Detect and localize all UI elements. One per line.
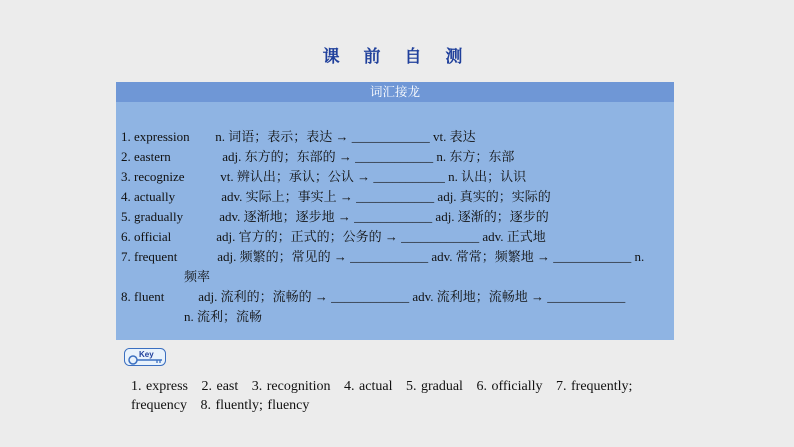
row-word: actually: [134, 189, 176, 204]
row-number: 6.: [121, 229, 131, 244]
answer-4: 4. actual: [344, 379, 393, 394]
row-word: frequent: [134, 249, 178, 264]
row-word: expression: [134, 129, 190, 144]
row-word: recognize: [134, 169, 185, 184]
row-number: 4.: [121, 189, 131, 204]
row-definition: adv. 逐渐地；逐步地 → ____________ adj. 逐渐的；逐步的: [219, 209, 549, 224]
row-word: gradually: [134, 209, 184, 224]
answer-7: 7. frequently; frequency: [131, 379, 633, 413]
panel-header: 词汇接龙: [116, 82, 674, 102]
key-label: Key: [139, 350, 154, 359]
row-number: 1.: [121, 129, 131, 144]
row-definition: adj. 官方的；正式的；公务的 → ____________ adv. 正式地: [216, 229, 546, 244]
row-definition: adv. 实际上；事实上 → ____________ adj. 真实的；实际的: [221, 189, 551, 204]
key-icon: [124, 348, 166, 366]
row-continuation: n. 流利；流畅: [184, 309, 263, 324]
answer-6: 6. officially: [476, 379, 543, 394]
row-definition: adj. 流利的；流畅的 → ____________ adv. 流利地；流畅地 → ____________: [198, 289, 626, 304]
answer-2: 2. east: [201, 379, 239, 394]
answer-5: 5. gradual: [405, 379, 463, 394]
answer-8: 8. fluently; fluency: [200, 398, 310, 413]
vocab-row-3: [121, 167, 668, 187]
vocab-row-1: [121, 127, 668, 147]
vocab-row-4: [121, 187, 668, 207]
row-definition: adj. 东方的；东部的 → ____________ n. 东方；东部: [222, 149, 515, 164]
row-definition: adj. 频繁的；常见的 → ____________ adv. 常常；频繁地 → ____________ n.: [217, 249, 645, 264]
row-word: official: [134, 229, 172, 244]
vocab-panel: [116, 82, 674, 340]
vocab-row-7: [121, 247, 668, 287]
answer-1: 1. express: [131, 379, 188, 394]
answer-key: [131, 377, 671, 415]
row-definition: n. 词语；表示；表达 → ____________ vt. 表达: [215, 129, 476, 144]
row-number: 7.: [121, 249, 131, 264]
answer-3: 3. recognition: [251, 379, 331, 394]
vocab-list: [121, 127, 668, 327]
row-number: 3.: [121, 169, 131, 184]
vocab-row-2: [121, 147, 668, 167]
row-number: 5.: [121, 209, 131, 224]
row-word: fluent: [134, 289, 165, 304]
row-continuation: 频率: [184, 269, 211, 284]
vocab-row-6: [121, 227, 668, 247]
row-definition: vt. 辨认出；承认；公认 → ___________ n. 认出；认识: [220, 169, 527, 184]
row-word: eastern: [134, 149, 171, 164]
page-title: 课 前 自 测: [322, 47, 472, 67]
row-number: 8.: [121, 289, 131, 304]
vocab-row-8: [121, 287, 668, 327]
vocab-row-5: [121, 207, 668, 227]
row-number: 2.: [121, 149, 131, 164]
